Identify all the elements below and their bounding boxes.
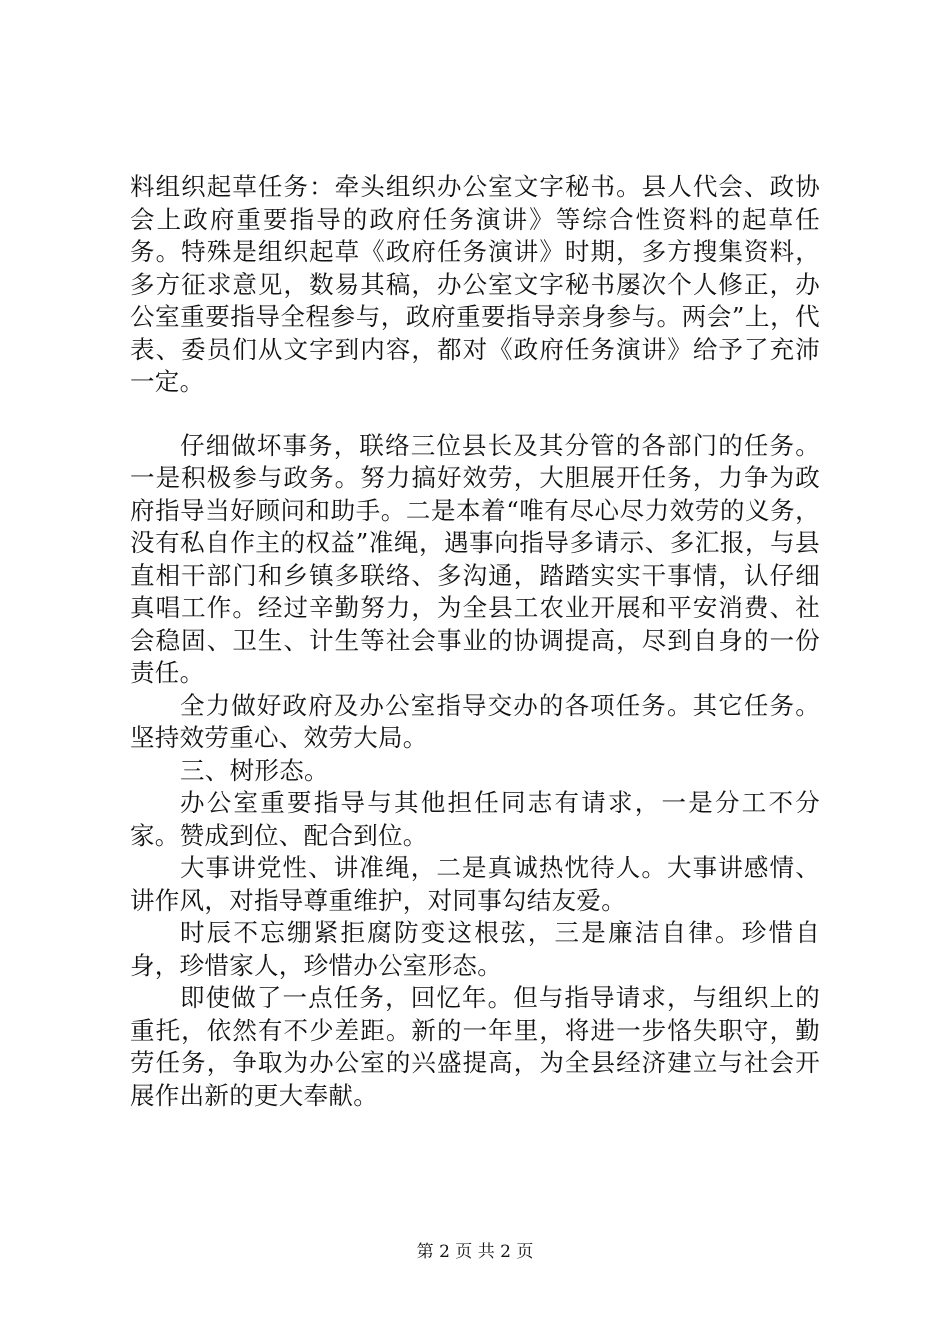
document-body <box>130 171 820 1112</box>
paragraph-other-tasks: 全力做好政府及办公室指导交办的各项任务。其它任务。坚持效劳重心、效劳大局。 <box>130 690 820 752</box>
paragraph-summary: 即使做了一点任务，回忆年。但与指导请求，与组织上的重托，依然有不少差距。新的一年里，将进一步恪失职守，勤劳任务，争取为办公室的兴盛提高，为全县经济建立与社会开展作出新的更大奉献。 <box>130 983 820 1110</box>
paragraph-integrity: 时辰不忘绷紧拒腐防变这根弦，三是廉洁自律。珍惜自身，珍惜家人，珍惜办公室形态。 <box>130 918 820 980</box>
page-number-footer: 第 2 页 共 2 页 <box>416 1242 534 1262</box>
paragraph-division-of-labor: 办公室重要指导与其他担任同志有请求，一是分工不分家。赞成到位、配合到位。 <box>130 788 820 850</box>
paragraph-continuation: 料组织起草任务：牵头组织办公室文字秘书。县人代会、政协会上政府重要指导的政府任务演讲》等综合性资料的起草任务。特殊是组织起草《政府任务演讲》时期，多方搜集资料，多方征求意见，数易其稿，办公室文字秘书屡次个人修正，办公室重要指导全程参与，政府重要指导亲身参与。两会”上，代表、委员们从文字到内容，都对《政府任务演讲》给予了充沛一定。 <box>130 172 820 396</box>
section-heading-image: 三、树形态。 <box>180 755 329 785</box>
paragraph-sincerity: 大事讲党性、讲准绳，二是真诚热忱待人。大事讲感情、讲作风，对指导尊重维护，对同事勾结友爱。 <box>130 853 820 915</box>
paragraph-affairs: 仔细做坏事务，联络三位县长及其分管的各部门的任务。一是积极参与政务。努力搞好效劳，大胆展开任务，力争为政府指导当好顾问和助手。二是本着“唯有尽心尽力效劳的义务，没有私自作主的权益”准绳，遇事向指导多请示、多汇报，与县直相干部门和乡镇多联络、多沟通，踏踏实实干事情，认仔细真唱工作。经过辛勤努力，为全县工农业开展和平安消费、社会稳固、卫生、计生等社会事业的协调提高，尽到自身的一份责任。 <box>130 430 820 687</box>
